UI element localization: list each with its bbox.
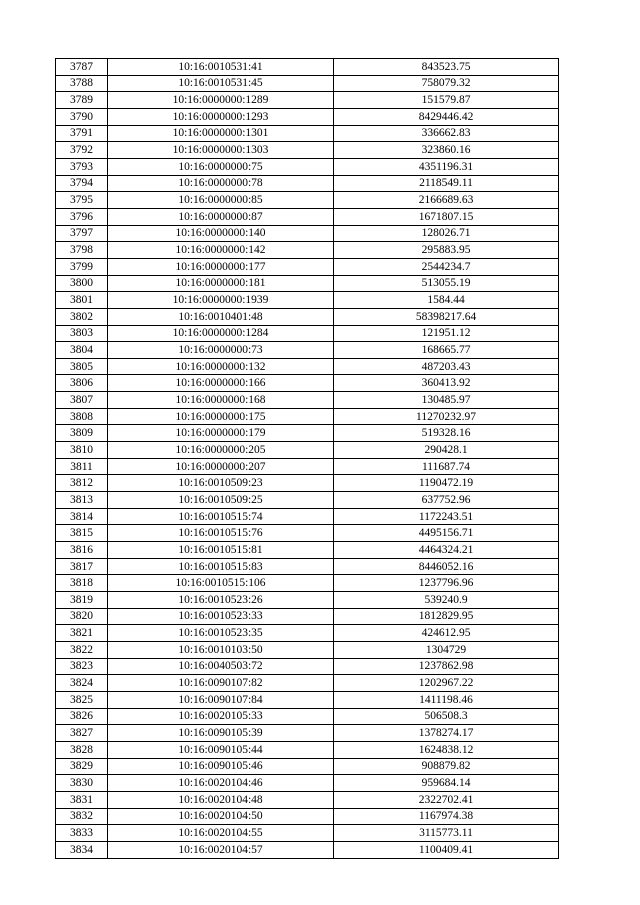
- value-cell: 111687.74: [334, 458, 559, 475]
- value-cell: 151579.87: [334, 92, 559, 109]
- table-row: [56, 791, 559, 808]
- cadastral-number-cell: 10:16:0010401:48: [108, 308, 334, 325]
- table-row: [56, 342, 559, 359]
- value-cell: 1237862.98: [334, 658, 559, 675]
- cadastral-number-cell: 10:16:0010509:25: [108, 492, 334, 509]
- table-row: [56, 75, 559, 92]
- cadastral-number-cell: 10:16:0000000:179: [108, 425, 334, 442]
- cadastral-number-cell: 10:16:0090105:44: [108, 741, 334, 758]
- cadastral-number-cell: 10:16:0000000:1293: [108, 108, 334, 125]
- value-cell: 1202967.22: [334, 675, 559, 692]
- table-row: [56, 725, 559, 742]
- table-row: [56, 825, 559, 842]
- table-row: [56, 375, 559, 392]
- cadastral-number-cell: 10:16:0000000:168: [108, 392, 334, 409]
- table-row: [56, 708, 559, 725]
- cadastral-number-cell: 10:16:0000000:78: [108, 175, 334, 192]
- value-cell: 539240.9: [334, 592, 559, 609]
- row-number-cell: 3787: [56, 59, 108, 76]
- row-number-cell: 3802: [56, 308, 108, 325]
- row-number-cell: 3800: [56, 275, 108, 292]
- cadastral-number-cell: 10:16:0000000:75: [108, 158, 334, 175]
- table-row: [56, 625, 559, 642]
- value-cell: 3115773.11: [334, 825, 559, 842]
- cadastral-number-cell: 10:16:0010515:106: [108, 575, 334, 592]
- table-row: [56, 358, 559, 375]
- value-cell: 487203.43: [334, 358, 559, 375]
- row-number-cell: 3795: [56, 192, 108, 209]
- value-cell: 2322702.41: [334, 791, 559, 808]
- value-cell: 336662.83: [334, 125, 559, 142]
- cadastral-number-cell: 10:16:0000000:205: [108, 442, 334, 459]
- cadastral-number-cell: 10:16:0000000:1301: [108, 125, 334, 142]
- value-cell: 295883.95: [334, 242, 559, 259]
- value-cell: 128026.71: [334, 225, 559, 242]
- value-cell: 58398217.64: [334, 308, 559, 325]
- table-row: [56, 508, 559, 525]
- row-number-cell: 3818: [56, 575, 108, 592]
- table-body: [56, 59, 559, 859]
- cadastral-number-cell: 10:16:0090105:39: [108, 725, 334, 742]
- value-cell: 130485.97: [334, 392, 559, 409]
- table-row: [56, 425, 559, 442]
- table-row: [56, 92, 559, 109]
- cadastral-number-cell: 10:16:0010523:35: [108, 625, 334, 642]
- row-number-cell: 3796: [56, 208, 108, 225]
- cadastral-number-cell: 10:16:0010523:26: [108, 592, 334, 609]
- row-number-cell: 3791: [56, 125, 108, 142]
- row-number-cell: 3815: [56, 525, 108, 542]
- table-row: [56, 492, 559, 509]
- table-row: [56, 608, 559, 625]
- table-row: [56, 275, 559, 292]
- table-row: [56, 592, 559, 609]
- table-row: [56, 458, 559, 475]
- table-row: [56, 442, 559, 459]
- row-number-cell: 3805: [56, 358, 108, 375]
- value-cell: 959684.14: [334, 775, 559, 792]
- cadastral-number-cell: 10:16:0000000:1289: [108, 92, 334, 109]
- table-row: [56, 392, 559, 409]
- cadastral-number-cell: 10:16:0010103:50: [108, 641, 334, 658]
- cadastral-number-cell: 10:16:0090107:82: [108, 675, 334, 692]
- row-number-cell: 3819: [56, 592, 108, 609]
- row-number-cell: 3798: [56, 242, 108, 259]
- row-number-cell: 3831: [56, 791, 108, 808]
- value-cell: 1237796.96: [334, 575, 559, 592]
- value-cell: 506508.3: [334, 708, 559, 725]
- table-row: [56, 242, 559, 259]
- cadastral-number-cell: 10:16:0090107:84: [108, 691, 334, 708]
- value-cell: 1100409.41: [334, 841, 559, 858]
- row-number-cell: 3789: [56, 92, 108, 109]
- row-number-cell: 3826: [56, 708, 108, 725]
- value-cell: 360413.92: [334, 375, 559, 392]
- value-cell: 1378274.17: [334, 725, 559, 742]
- cadastral-number-cell: 10:16:0010531:41: [108, 59, 334, 76]
- table-row: [56, 308, 559, 325]
- value-cell: 4351196.31: [334, 158, 559, 175]
- value-cell: 424612.95: [334, 625, 559, 642]
- cadastral-number-cell: 10:16:0010515:74: [108, 508, 334, 525]
- table-row: [56, 675, 559, 692]
- cadastral-number-cell: 10:16:0000000:166: [108, 375, 334, 392]
- cadastral-number-cell: 10:16:0090105:46: [108, 758, 334, 775]
- value-cell: 513055.19: [334, 275, 559, 292]
- table-row: [56, 758, 559, 775]
- table-row: [56, 59, 559, 76]
- table-row: [56, 691, 559, 708]
- table-row: [56, 575, 559, 592]
- value-cell: 1671807.15: [334, 208, 559, 225]
- row-number-cell: 3824: [56, 675, 108, 692]
- row-number-cell: 3792: [56, 142, 108, 159]
- cadastral-number-cell: 10:16:0000000:1939: [108, 292, 334, 309]
- value-cell: 843523.75: [334, 59, 559, 76]
- value-cell: 1304729: [334, 641, 559, 658]
- table-row: [56, 475, 559, 492]
- table-row: [56, 192, 559, 209]
- row-number-cell: 3810: [56, 442, 108, 459]
- value-cell: 2544234.7: [334, 258, 559, 275]
- row-number-cell: 3825: [56, 691, 108, 708]
- cadastral-number-cell: 10:16:0000000:177: [108, 258, 334, 275]
- row-number-cell: 3804: [56, 342, 108, 359]
- value-cell: 168665.77: [334, 342, 559, 359]
- value-cell: 2118549.11: [334, 175, 559, 192]
- table-row: [56, 125, 559, 142]
- row-number-cell: 3794: [56, 175, 108, 192]
- cadastral-number-cell: 10:16:0010531:45: [108, 75, 334, 92]
- value-cell: 4464324.21: [334, 542, 559, 559]
- table-row: [56, 142, 559, 159]
- cadastral-number-cell: 10:16:0040503:72: [108, 658, 334, 675]
- row-number-cell: 3816: [56, 542, 108, 559]
- value-cell: 1812829.95: [334, 608, 559, 625]
- cadastral-number-cell: 10:16:0000000:140: [108, 225, 334, 242]
- value-cell: 1167974.38: [334, 808, 559, 825]
- table-row: [56, 808, 559, 825]
- document-table-container: [55, 58, 559, 859]
- cadastral-number-cell: 10:16:0000000:175: [108, 408, 334, 425]
- row-number-cell: 3822: [56, 641, 108, 658]
- value-cell: 11270232.97: [334, 408, 559, 425]
- row-number-cell: 3832: [56, 808, 108, 825]
- row-number-cell: 3807: [56, 392, 108, 409]
- table-row: [56, 775, 559, 792]
- row-number-cell: 3833: [56, 825, 108, 842]
- row-number-cell: 3790: [56, 108, 108, 125]
- cadastral-number-cell: 10:16:0000000:207: [108, 458, 334, 475]
- value-cell: 1624838.12: [334, 741, 559, 758]
- value-cell: 323860.16: [334, 142, 559, 159]
- table-row: [56, 558, 559, 575]
- cadastral-number-cell: 10:16:0000000:85: [108, 192, 334, 209]
- row-number-cell: 3812: [56, 475, 108, 492]
- table-row: [56, 641, 559, 658]
- table-row: [56, 408, 559, 425]
- value-cell: 519328.16: [334, 425, 559, 442]
- value-cell: 1411198.46: [334, 691, 559, 708]
- table-row: [56, 158, 559, 175]
- cadastral-number-cell: 10:16:0020104:57: [108, 841, 334, 858]
- table-row: [56, 175, 559, 192]
- row-number-cell: 3809: [56, 425, 108, 442]
- row-number-cell: 3820: [56, 608, 108, 625]
- cadastral-number-cell: 10:16:0000000:142: [108, 242, 334, 259]
- table-row: [56, 258, 559, 275]
- table-row: [56, 208, 559, 225]
- value-cell: 121951.12: [334, 325, 559, 342]
- table-row: [56, 542, 559, 559]
- value-cell: 290428.1: [334, 442, 559, 459]
- table-row: [56, 525, 559, 542]
- cadastral-number-cell: 10:16:0000000:181: [108, 275, 334, 292]
- row-number-cell: 3806: [56, 375, 108, 392]
- value-cell: 1190472.19: [334, 475, 559, 492]
- row-number-cell: 3817: [56, 558, 108, 575]
- row-number-cell: 3793: [56, 158, 108, 175]
- cadastral-number-cell: 10:16:0010523:33: [108, 608, 334, 625]
- table-row: [56, 325, 559, 342]
- row-number-cell: 3788: [56, 75, 108, 92]
- row-number-cell: 3803: [56, 325, 108, 342]
- cadastral-number-cell: 10:16:0020105:33: [108, 708, 334, 725]
- row-number-cell: 3829: [56, 758, 108, 775]
- cadastral-number-cell: 10:16:0020104:55: [108, 825, 334, 842]
- row-number-cell: 3797: [56, 225, 108, 242]
- cadastral-number-cell: 10:16:0010515:81: [108, 542, 334, 559]
- cadastral-value-table: [55, 58, 559, 859]
- value-cell: 4495156.71: [334, 525, 559, 542]
- row-number-cell: 3827: [56, 725, 108, 742]
- table-row: [56, 108, 559, 125]
- value-cell: 8429446.42: [334, 108, 559, 125]
- cadastral-number-cell: 10:16:0000000:132: [108, 358, 334, 375]
- value-cell: 1172243.51: [334, 508, 559, 525]
- row-number-cell: 3814: [56, 508, 108, 525]
- cadastral-number-cell: 10:16:0010515:83: [108, 558, 334, 575]
- cadastral-number-cell: 10:16:0020104:48: [108, 791, 334, 808]
- table-row: [56, 225, 559, 242]
- cadastral-number-cell: 10:16:0020104:46: [108, 775, 334, 792]
- row-number-cell: 3813: [56, 492, 108, 509]
- cadastral-number-cell: 10:16:0000000:73: [108, 342, 334, 359]
- cadastral-number-cell: 10:16:0000000:1284: [108, 325, 334, 342]
- value-cell: 1584.44: [334, 292, 559, 309]
- row-number-cell: 3823: [56, 658, 108, 675]
- row-number-cell: 3799: [56, 258, 108, 275]
- cadastral-number-cell: 10:16:0010509:23: [108, 475, 334, 492]
- row-number-cell: 3808: [56, 408, 108, 425]
- table-row: [56, 292, 559, 309]
- cadastral-number-cell: 10:16:0000000:1303: [108, 142, 334, 159]
- cadastral-number-cell: 10:16:0000000:87: [108, 208, 334, 225]
- row-number-cell: 3821: [56, 625, 108, 642]
- value-cell: 8446052.16: [334, 558, 559, 575]
- cadastral-number-cell: 10:16:0020104:50: [108, 808, 334, 825]
- value-cell: 637752.96: [334, 492, 559, 509]
- row-number-cell: 3830: [56, 775, 108, 792]
- value-cell: 758079.32: [334, 75, 559, 92]
- row-number-cell: 3801: [56, 292, 108, 309]
- row-number-cell: 3811: [56, 458, 108, 475]
- cadastral-number-cell: 10:16:0010515:76: [108, 525, 334, 542]
- row-number-cell: 3828: [56, 741, 108, 758]
- row-number-cell: 3834: [56, 841, 108, 858]
- table-row: [56, 658, 559, 675]
- table-row: [56, 741, 559, 758]
- value-cell: 2166689.63: [334, 192, 559, 209]
- table-row: [56, 841, 559, 858]
- value-cell: 908879.82: [334, 758, 559, 775]
